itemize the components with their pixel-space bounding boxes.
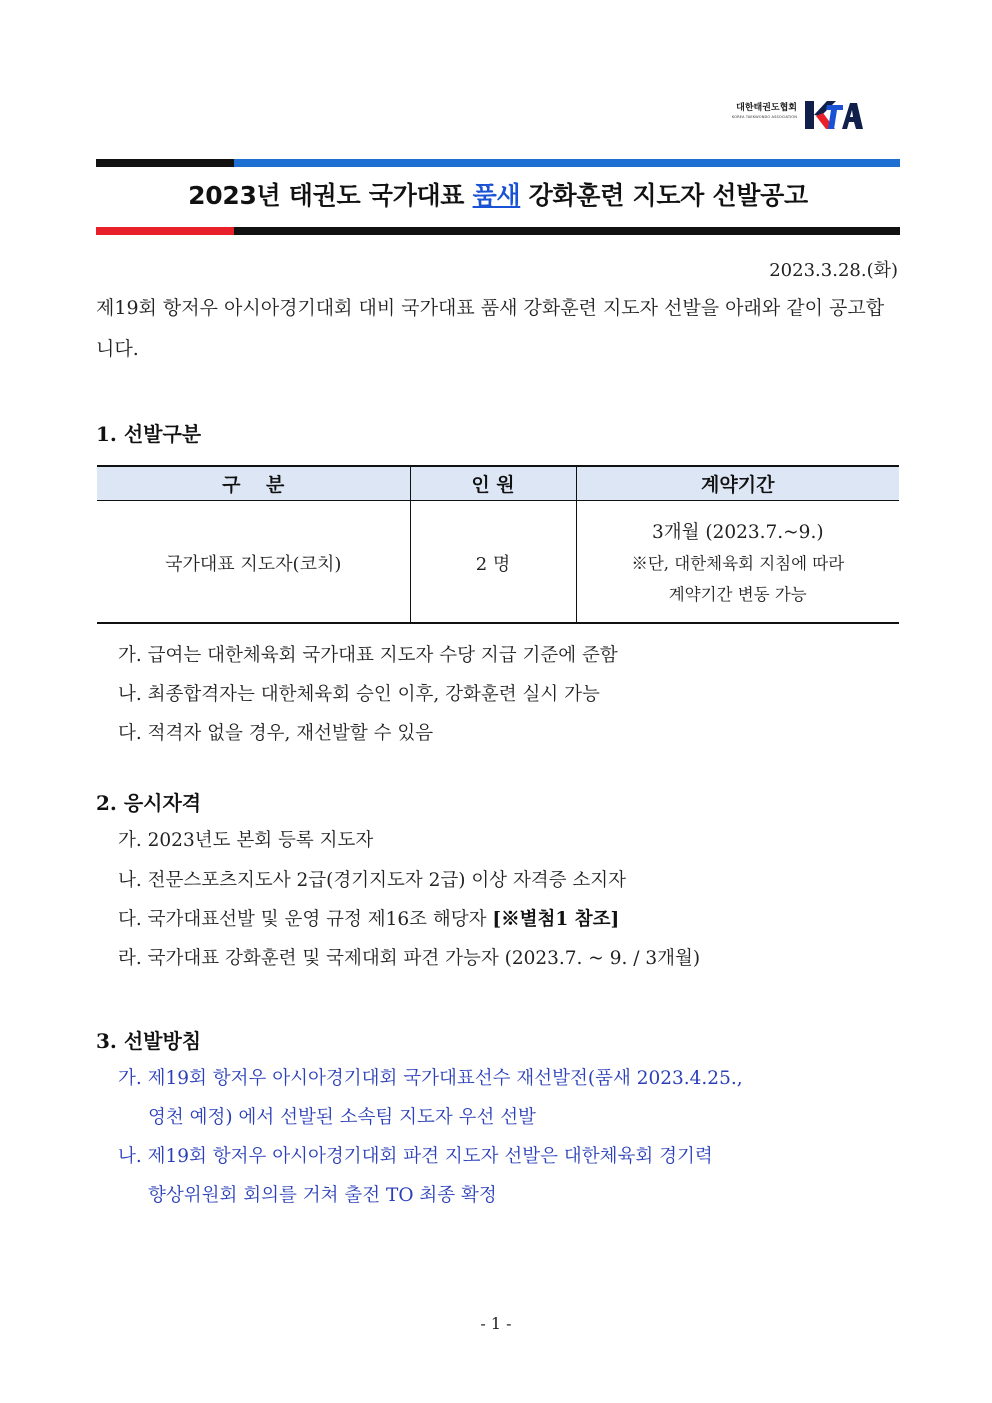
attachment-reference: [※별첨1 참조] — [492, 909, 620, 930]
section2-item-3 — [118, 905, 619, 931]
title-text-end: 강화훈련 지도자 선발공고 — [520, 181, 808, 210]
table-header-row — [97, 466, 899, 501]
selection-table — [97, 465, 899, 624]
section3-item-1-line-2: 영천 예정) 에서 선발된 소속팀 지도자 우선 선발 — [148, 1107, 536, 1128]
logo-korean-name: 대한태권도협회 — [736, 103, 797, 113]
section3-heading: 3. 선발방침 — [96, 1029, 202, 1053]
section1-item-3: 다. 적격자 없을 경우, 재선발할 수 있음 — [118, 723, 434, 744]
cell-count: 2 명 — [410, 504, 576, 623]
section1-heading: 1. 선발구분 — [96, 422, 202, 446]
logo-english-name: KOREA TAEKWONDO ASSOCIATION — [731, 115, 797, 119]
cell-category: 국가대표 지도자(코치) — [97, 504, 410, 623]
section3-item-2-line-1: 나. 제19회 항저우 아시아경기대회 파견 지도자 선발은 대한체육회 경기력 — [118, 1146, 713, 1167]
kta-logo — [731, 95, 866, 135]
section1-item-1: 가. 급여는 대한체육회 국가대표 지도자 수당 지급 기준에 준함 — [118, 645, 618, 666]
section3-item-2-line-2: 향상위원회 회의를 거쳐 출전 TO 최종 확정 — [148, 1185, 497, 1206]
logo-text — [731, 103, 797, 120]
cell-period — [576, 504, 899, 623]
period-line-2: ※단, 대한체육회 지침에 따라 — [631, 553, 845, 573]
section2-item-4: 라. 국가대표 강화훈련 및 국제대회 파견 가능자 (2023.7. ~ 9. / 3개월) — [118, 948, 701, 969]
title-bar-bottom — [96, 227, 900, 235]
section2-item-3-text: 다. 국가대표선발 및 운영 규정 제16조 해당자 — [118, 909, 493, 930]
section2-heading: 2. 응시자격 — [96, 791, 202, 815]
header-period: 계약기간 — [576, 466, 899, 501]
section2-item-2: 나. 전문스포츠지도사 2급(경기지도자 2급) 이상 자격증 소지자 — [118, 870, 627, 891]
period-line-1: 3개월 (2023.7.~9.) — [651, 521, 824, 543]
section3-item-1-line-1: 가. 제19회 항저우 아시아경기대회 국가대표선수 재선발전(품새 2023.4.25., — [118, 1068, 743, 1089]
table-row — [97, 504, 899, 623]
section2-item-1: 가. 2023년도 본회 등록 지도자 — [118, 830, 374, 851]
title-bar-top — [96, 159, 900, 167]
section1-item-2: 나. 최종합격자는 대한체육회 승인 이후, 강화훈련 실시 가능 — [118, 684, 600, 705]
header-category: 구 분 — [97, 466, 410, 501]
header-count: 인 원 — [410, 466, 576, 501]
page-title — [96, 176, 900, 212]
notice-date: 2023.3.28.(화) — [769, 260, 898, 281]
title-text-start: 2023년 태권도 국가대표 — [188, 181, 473, 210]
kta-logo-mark-icon — [799, 95, 865, 135]
page-number: - 1 - — [480, 1314, 512, 1333]
intro-paragraph: 제19회 항저우 아시아경기대회 대비 국가대표 품새 강화훈련 지도자 선발을 아래와 같이 공고합니다. — [96, 297, 885, 360]
title-highlight: 품새 — [472, 181, 521, 210]
period-line-3: 계약기간 변동 가능 — [668, 584, 807, 604]
